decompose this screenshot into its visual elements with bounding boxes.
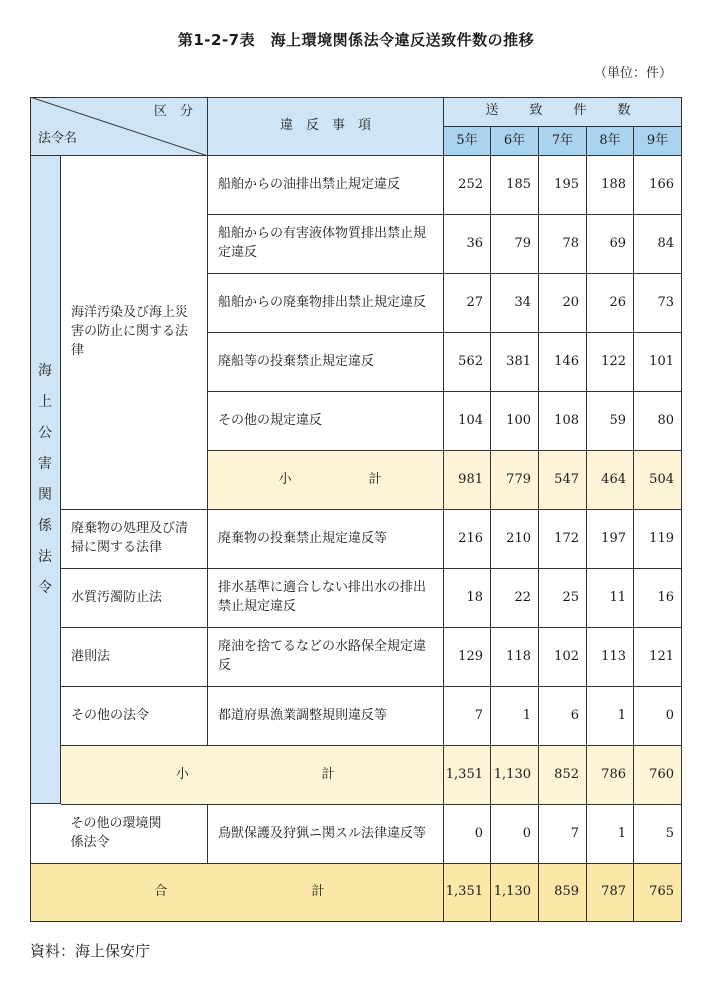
subtotal1-value-text: 547 — [554, 471, 579, 487]
law-name-text: 廃棄物の処理及び清掃に関する法律 — [71, 521, 189, 555]
year-header-text: 7年 — [551, 132, 574, 148]
value-cell — [634, 333, 682, 392]
value-cell-text: 100 — [506, 412, 531, 428]
value-cell-text: 59 — [609, 412, 626, 428]
value-cell — [587, 274, 634, 333]
law-name — [61, 569, 208, 628]
value-cell — [539, 628, 587, 687]
violation-item-text: 船舶からの油排出禁止規定違反 — [218, 176, 401, 192]
value-cell — [491, 156, 539, 215]
value-cell — [444, 215, 491, 274]
value-cell-text: 78 — [562, 235, 579, 251]
value-cell — [634, 274, 682, 333]
value-cell-text: 129 — [458, 648, 483, 664]
subtotal1-value-text: 981 — [458, 471, 483, 487]
group-label-char: 上 — [38, 393, 52, 410]
subtotal2-value — [634, 746, 682, 805]
violation-item — [208, 392, 444, 451]
value-cell — [587, 333, 634, 392]
value-cell-text: 146 — [554, 353, 579, 369]
value-cell-text: 26 — [609, 294, 626, 310]
value-cell-text: 108 — [554, 412, 579, 428]
value-cell-text: 185 — [506, 176, 531, 192]
law-name — [61, 628, 208, 687]
violation-item — [208, 569, 444, 628]
other-env-law — [30, 805, 208, 864]
year-header-text: 5年 — [456, 132, 478, 148]
total-label-label-b: 計 — [311, 884, 325, 900]
violation-item-text: 鳥獣保護及狩猟ニ関スル法律違反等 — [218, 825, 427, 841]
subtotal1-value — [634, 451, 682, 510]
value-cell-text: 121 — [649, 648, 674, 664]
value-cell — [491, 215, 539, 274]
subtotal2-value-text: 852 — [554, 766, 579, 782]
subtotal1-value — [491, 451, 539, 510]
violation-item-text: 排水基準に適合しない排出水の排出禁止規定違反 — [218, 580, 427, 614]
value-cell-text: 118 — [506, 648, 531, 664]
value-cell-text: 1 — [522, 707, 531, 723]
value-cell-text: 80 — [657, 412, 674, 428]
violation-item — [208, 805, 444, 864]
value-cell-text: 73 — [657, 294, 674, 310]
year-header — [587, 127, 634, 156]
value-cell-text: 16 — [657, 589, 674, 605]
law-marine: 海洋汚染及び海上災害の防止に関する法律 — [61, 156, 208, 510]
total-value-text: 765 — [649, 884, 674, 900]
value-cell-text: 562 — [458, 353, 483, 369]
other-env-law-text: その他の環境関係法令 — [70, 816, 162, 850]
year-header — [491, 127, 539, 156]
header-hourei: 法令名 — [38, 131, 78, 147]
value-cell — [539, 333, 587, 392]
value-cell-text: 102 — [554, 648, 579, 664]
value-cell-text: 119 — [649, 530, 674, 546]
value-cell-text: 1 — [617, 825, 626, 841]
group-label-char: 法 — [38, 548, 52, 565]
value-cell-text: 22 — [514, 589, 531, 605]
year-header — [539, 127, 587, 156]
violation-item-text: 船舶からの有害液体物質排出禁止規定違反 — [218, 226, 427, 260]
value-cell — [539, 392, 587, 451]
subtotal2-label — [61, 746, 444, 805]
total-value — [634, 864, 682, 922]
total-label — [30, 864, 444, 922]
value-cell-text: 7 — [474, 707, 483, 723]
value-cell — [634, 215, 682, 274]
value-cell — [587, 569, 634, 628]
value-cell — [587, 156, 634, 215]
violation-item-text: その他の規定違反 — [218, 412, 323, 428]
value-cell-text: 216 — [458, 530, 483, 546]
total-value-text: 859 — [554, 884, 579, 900]
subtotal1-label — [208, 451, 444, 510]
value-cell — [634, 156, 682, 215]
violation-item — [208, 333, 444, 392]
value-cell — [491, 805, 539, 864]
value-cell-text: 25 — [562, 589, 579, 605]
value-cell — [491, 333, 539, 392]
subtotal1-value — [444, 451, 491, 510]
subtotal2-label-label-b: 計 — [321, 766, 335, 782]
value-cell — [444, 333, 491, 392]
total-value-text: 1,351 — [445, 884, 483, 900]
value-cell — [491, 274, 539, 333]
value-cell-text: 27 — [466, 294, 483, 310]
total-label-label-a: 合 — [154, 884, 168, 900]
value-cell-text: 197 — [601, 530, 626, 546]
value-cell — [444, 510, 491, 569]
violation-item-text: 都道府県漁業調整規則違反等 — [218, 707, 388, 723]
year-header — [444, 127, 491, 156]
total-value — [539, 864, 587, 922]
subtotal2-value-text: 1,130 — [493, 766, 531, 782]
violation-item-text: 廃油を捨てるなどの水路保全規定違反 — [218, 639, 427, 673]
total-value-text: 787 — [601, 884, 626, 900]
header-souchi: 送 致 件 数 — [444, 97, 682, 127]
value-cell — [539, 510, 587, 569]
law-name-text: 水質汚濁防止法 — [71, 589, 163, 605]
value-cell — [587, 805, 634, 864]
value-cell-text: 166 — [649, 176, 674, 192]
value-cell — [634, 628, 682, 687]
header-ihan: 違 反 事 項 — [208, 97, 444, 156]
subtotal2-value — [539, 746, 587, 805]
year-header — [634, 127, 682, 156]
value-cell — [444, 274, 491, 333]
value-cell — [587, 392, 634, 451]
value-cell-text: 0 — [665, 707, 674, 723]
value-cell — [539, 215, 587, 274]
value-cell-text: 79 — [514, 235, 531, 251]
group-label-char: 海 — [38, 362, 52, 379]
data-table — [30, 97, 682, 922]
value-cell-text: 6 — [570, 707, 579, 723]
value-cell — [444, 805, 491, 864]
header-kubun-cell — [30, 97, 208, 156]
value-cell — [634, 569, 682, 628]
value-cell-text: 20 — [562, 294, 579, 310]
value-cell-text: 104 — [458, 412, 483, 428]
value-cell — [491, 628, 539, 687]
value-cell-text: 36 — [466, 235, 483, 251]
subtotal1-value — [587, 451, 634, 510]
value-cell — [491, 510, 539, 569]
violation-item — [208, 156, 444, 215]
value-cell — [634, 510, 682, 569]
value-cell-text: 7 — [570, 825, 579, 841]
value-cell — [539, 274, 587, 333]
value-cell-text: 195 — [554, 176, 579, 192]
page-title: 第1-2-7表 海上環境関係法令違反送致件数の推移 — [177, 31, 535, 49]
group-label-char: 害 — [38, 455, 52, 472]
value-cell-text: 5 — [665, 825, 674, 841]
year-header-text: 8年 — [599, 132, 621, 148]
value-cell — [539, 156, 587, 215]
value-cell-text: 210 — [506, 530, 531, 546]
subtotal1-value-text: 464 — [601, 471, 626, 487]
subtotal2-value-text: 786 — [601, 766, 626, 782]
value-cell-text: 122 — [601, 353, 626, 369]
value-cell — [587, 628, 634, 687]
value-cell-text: 84 — [657, 235, 674, 251]
value-cell — [444, 687, 491, 746]
value-cell-text: 101 — [649, 353, 674, 369]
value-cell-text: 0 — [474, 825, 483, 841]
source-note: 資料：海上保安庁 — [30, 942, 151, 960]
total-value — [587, 864, 634, 922]
violation-item — [208, 687, 444, 746]
value-cell-text: 69 — [609, 235, 626, 251]
law-name-text: 港則法 — [71, 648, 111, 664]
value-cell — [444, 628, 491, 687]
subtotal2-value — [491, 746, 539, 805]
group-label-char: 係 — [38, 517, 52, 534]
unit-label: （単位：件） — [593, 66, 672, 81]
violation-item — [208, 510, 444, 569]
subtotal2-value — [444, 746, 491, 805]
value-cell — [444, 156, 491, 215]
value-cell — [491, 569, 539, 628]
group-label-char: 公 — [38, 424, 52, 441]
subtotal1-value-text: 779 — [506, 471, 531, 487]
value-cell-text: 188 — [601, 176, 626, 192]
value-cell-text: 252 — [458, 176, 483, 192]
total-value — [444, 864, 491, 922]
value-cell — [587, 687, 634, 746]
value-cell — [587, 215, 634, 274]
value-cell — [539, 687, 587, 746]
total-value — [491, 864, 539, 922]
violation-item — [208, 628, 444, 687]
subtotal2-value — [587, 746, 634, 805]
value-cell — [491, 392, 539, 451]
value-cell — [634, 392, 682, 451]
group-label-char: 令 — [38, 579, 52, 596]
total-value-text: 1,130 — [493, 884, 531, 900]
value-cell — [634, 687, 682, 746]
subtotal2-value-text: 760 — [649, 766, 674, 782]
value-cell-text: 34 — [514, 294, 531, 310]
group-label-char: 関 — [38, 486, 52, 503]
year-header-text: 9年 — [646, 132, 669, 148]
violation-item-text: 船舶からの廃棄物排出禁止規定違反 — [218, 294, 427, 310]
subtotal1-value — [539, 451, 587, 510]
subtotal2-value-text: 1,351 — [445, 766, 483, 782]
violation-item-text: 廃棄物の投棄禁止規定違反等 — [218, 530, 388, 546]
year-header-text: 6年 — [503, 132, 526, 148]
subtotal2-label-label-a: 小 — [175, 766, 189, 782]
subtotal1-label-label-a: 小 — [278, 471, 292, 487]
law-name — [61, 510, 208, 569]
value-cell — [539, 569, 587, 628]
violation-item — [208, 274, 444, 333]
value-cell-text: 1 — [617, 707, 626, 723]
value-cell-text: 381 — [506, 353, 531, 369]
value-cell — [634, 805, 682, 864]
violation-item-text: 廃船等の投棄禁止規定違反 — [218, 353, 375, 369]
value-cell — [539, 805, 587, 864]
value-cell-text: 172 — [554, 530, 579, 546]
value-cell-text: 0 — [522, 825, 531, 841]
value-cell-text: 11 — [609, 589, 626, 605]
group-label-cell — [30, 156, 61, 804]
value-cell — [491, 687, 539, 746]
violation-item — [208, 215, 444, 274]
header-kubun: 区 分 — [153, 104, 193, 119]
value-cell-text: 113 — [601, 648, 626, 664]
law-name-text: その他の法令 — [71, 707, 150, 723]
value-cell — [444, 392, 491, 451]
value-cell-text: 18 — [466, 589, 483, 605]
value-cell — [444, 569, 491, 628]
subtotal1-label-label-b: 計 — [368, 471, 382, 487]
subtotal1-value-text: 504 — [649, 471, 674, 487]
law-name — [61, 687, 208, 746]
value-cell — [587, 510, 634, 569]
